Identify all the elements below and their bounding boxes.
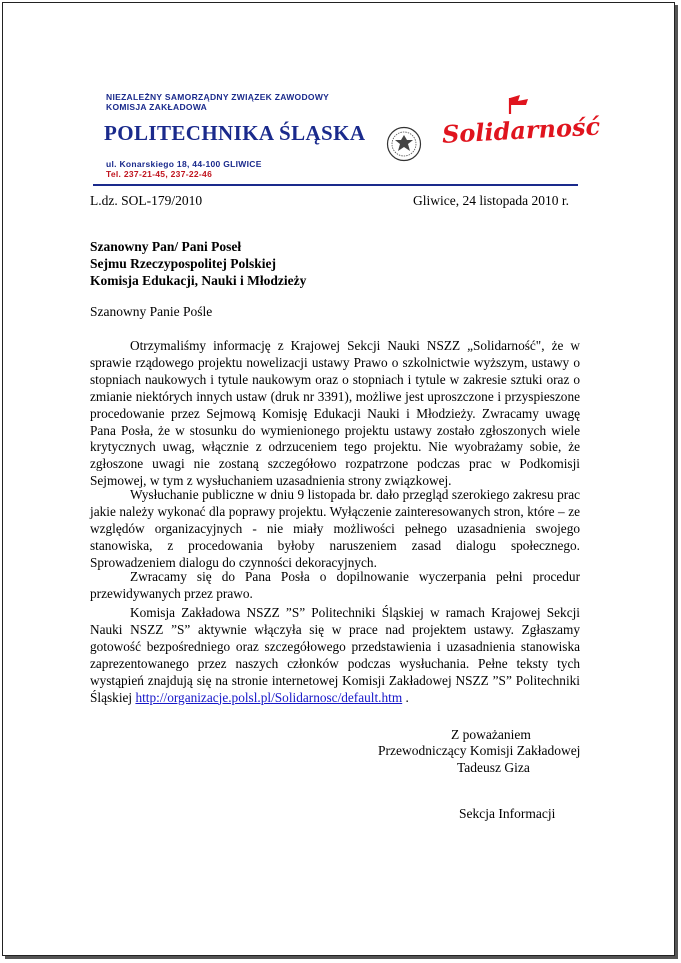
section-name: Sekcja Informacji — [459, 806, 556, 821]
committee-name: KOMISJA ZAKŁADOWA — [106, 102, 208, 112]
letterhead-rule — [93, 184, 578, 186]
recipient-line-3: Komisja Edukacji, Nauki i Młodzieży — [90, 273, 307, 288]
paragraph-4-end: . — [405, 689, 409, 705]
signatory-role: Przewodniczący Komisji Zakładowej — [378, 743, 581, 758]
paragraph-1: Otrzymaliśmy informację z Krajowej Sekcji Nauki NSZZ „Solidarność", że w sprawie rządowego projektu nowelizacji ustawy Prawo o szkolnictwie wyższym, ustawy o stopniach naukowych i tytule naukowym oraz o stopniach i tytule w zakresie sztuki oraz o zmianie niektórych innych ustaw (druk nr 3391), możliwe jest uproszczone i przyspieszone procedowanie przez Sejmową Komisję Edukacji Nauki i Młodzieży. Zwracamy uwagę Pana Posła, że w stosunku do wymienionego projektu ustawy zostało zgłoszonych wiele krytycznych uwag, włącznie z odrzuceniem tego projektu. Nie wyobrażamy sobie, że zgłoszone uwagi nie zostaną szczegółowo rozpatrzone podczas prac w Podkomisji Sejmowej, w tym z wysłuchaniem uzasadnienia strony związkowej. — [90, 338, 580, 489]
solidarnosc-logo — [440, 92, 601, 155]
svg-text:Solidarność: Solidarność — [441, 111, 601, 149]
paragraph-4-text: Komisja Zakładowa NSZZ ”S” Politechniki Śląskiej w ramach Krajowej Sekcji Nauki NSZZ ”S” aktywnie włączyła się w prace nad projektem ustawy. Zgłaszamy gotowość bezpośredniego oraz szczegółowego przedstawienia i uzasadnienia stanowiska zaprezentowanego przez naszych członków podczas wysłuchania. Pełne teksty tych wystąpień znajdują się na stronie internetowej Komisji Zakładowej NSZZ ”S” Politechniki Śląskiej — [90, 605, 580, 705]
recipient-line-1: Szanowny Pan/ Pani Poseł — [90, 239, 242, 254]
closing: Z poważaniem — [451, 727, 531, 742]
place-date: Gliwice, 24 listopada 2010 r. — [413, 193, 569, 208]
union-name: NIEZALEŻNY SAMORZĄDNY ZWIĄZEK ZAWODOWY — [106, 92, 330, 102]
address: ul. Konarskiego 18, 44-100 GLIWICE — [106, 159, 262, 169]
reference-number: L.dz. SOL-179/2010 — [90, 193, 203, 208]
paragraph-3: Zwracamy się do Pana Posła o dopilnowanie wyczerpania pełni procedur przewidywanych przez prawo. — [90, 569, 580, 601]
university-name: POLITECHNIKA ŚLĄSKA — [104, 121, 366, 145]
phone: Tel. 237-21-45, 237-22-46 — [106, 169, 213, 179]
recipient-line-2: Sejmu Rzeczypospolitej Polskiej — [90, 256, 276, 271]
signatory-name: Tadeusz Giza — [457, 760, 530, 775]
paragraph-2: Wysłuchanie publiczne w dniu 9 listopada br. dało przegląd szerokiego zakresu prac jakie należy wykonać dla poprawy projektu. Wyłączenie zainteresowanych stron, które – ze względów organizacyjnych - nie miały możliwości pełnego uzasadnienia swojego stanowiska, z procedowania byłoby naruszeniem zasad dialogu społecznego. Sprowadzeniem dialogu do czynności dekoracyjnych. — [90, 487, 580, 570]
university-seal-icon — [386, 126, 422, 167]
paragraph-4 — [90, 605, 580, 706]
greeting: Szanowny Panie Pośle — [90, 304, 213, 319]
website-link[interactable]: http://organizacje.polsl.pl/Solidarnosc/default.htm — [135, 689, 403, 705]
